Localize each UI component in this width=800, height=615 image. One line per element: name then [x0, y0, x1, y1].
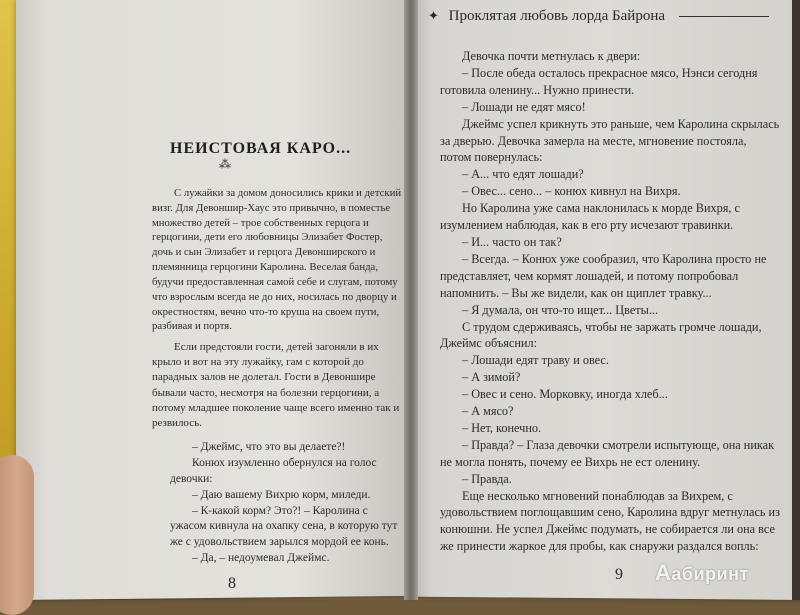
labirint-watermark — [655, 560, 749, 586]
left-dialogue — [170, 440, 400, 567]
paragraph-text: Если предстояли гости, детей загоняли в их крыло и вот на эту лужайку, гам с которой до парадных залов не долетал. Гости в Девоншире бывали часто, несмотря на болезни герцогини, а потому младшее поколение чаще всего именно так и резвилось. — [152, 341, 400, 429]
text-line: – А мясо? — [462, 404, 514, 419]
text-line: – Лошади не едят мясо! — [462, 99, 586, 114]
text-line: – Правда? – Глаза девочки смотрели испытующе, она никак не могла понять, почему ее Вихрь не ест оленину. — [440, 437, 775, 469]
dialogue-line: Конюх изумленно обернулся на голос девочки: — [170, 456, 377, 485]
left-paragraph-1 — [152, 186, 402, 334]
text-line: – Овес и сено. Морковку, иногда хлеб... — [462, 387, 668, 402]
dialogue-line: – Да, – недоумевал Джеймс. — [192, 552, 330, 565]
text-line: – Лошади едят траву и овес. — [462, 353, 609, 368]
text-line: – Я думала, он что-то ищет... Цветы... — [462, 302, 659, 317]
text-line: – После обеда осталось прекрасное мясо, Нэнси сегодня готовила оленину... Нужно принести. — [440, 65, 758, 97]
dialogue-line: – Даю вашему Вихрю корм, миледи. — [192, 488, 371, 501]
text-line: Еще несколько мгновений понаблюдав за Вихрем, с удовольствием поглощавшим сено, Каролина вдруг метнулась из конюшни. Не успел Джеймс подумать, не собирается ли она все же принести жаркое для пробы, как снаружи раздался вопль: — [440, 488, 780, 554]
text-line: Джеймс успел крикнуть это раньше, чем Каролина скрылась за дверью. Девочка замерла на месте, мгновение постояла, потом повернулась: — [440, 116, 780, 165]
chapter-ornament-icon: ⁂ — [219, 157, 231, 171]
watermark-text: абиринт — [671, 564, 749, 584]
header-ornament-icon: ✦ — [428, 8, 439, 23]
page-number-left: 8 — [228, 575, 236, 592]
text-line: – Всегда. – Конюх уже сообразил, что Каролина просто не представляет, чем кормят лошадей, и потому попробовал напомнить. – Вы же видели, как он щиплет травку... — [440, 251, 767, 300]
running-header — [428, 8, 788, 25]
text-line: – А зимой? — [462, 370, 521, 385]
text-line: – Овес... сено... – конюх кивнул на Вихря. — [462, 184, 681, 199]
text-line: – А... что едят лошади? — [462, 167, 584, 182]
text-line: Но Каролина уже сама наклонилась к морде Вихря, с изумлением наблюдая, как в его рту исчезают травинки. — [440, 201, 740, 233]
dialogue-line: – К-какой корм? Это?! – Каролина с ужасом кивнула на охапку сена, в которую тут же с удовольствием зарылся мордой ее конь. — [170, 504, 398, 549]
text-line: – И... часто он так? — [462, 234, 562, 249]
paragraph-text: С лужайки за домом доносились крики и детский визг. Для Девоншир-Хаус это привычно, в поместье множество детей – трое собственных герцога и герцогини, дети его любовницы Элизабет Фостер, дочь и сын Элизабет и герцога Девонширского и племянница герцогини Каролина. Веселая банда, будучи предоставленная самой себе и слугам, потому что взрослым всегда не до них, носилась по дворцу и окрестностям, вечно что-то круша на своем пути, разбивая и портя. — [152, 187, 402, 333]
header-rule — [679, 16, 769, 17]
left-paragraph-2 — [152, 340, 402, 431]
dialogue-line: – Джеймс, что это вы делаете?! — [192, 441, 346, 453]
text-line: – Нет, конечно. — [462, 420, 542, 435]
chapter-title: НЕИСТОВАЯ КАРО... — [170, 140, 352, 157]
watermark-logo-letter: А — [655, 560, 672, 585]
text-line: Девочка почти метнулась к двери: — [462, 49, 641, 63]
text-line: – Правда. — [462, 471, 512, 486]
text-line: С трудом сдерживаясь, чтобы не заржать громче лошади, Джеймс объяснил: — [440, 319, 762, 351]
thumb — [0, 455, 34, 615]
book-gutter — [404, 0, 418, 600]
header-title: Проклятая любовь лорда Байрона — [448, 8, 666, 24]
right-text — [440, 48, 780, 555]
page-number-right: 9 — [615, 566, 623, 583]
right-edge-shadow — [792, 0, 800, 600]
